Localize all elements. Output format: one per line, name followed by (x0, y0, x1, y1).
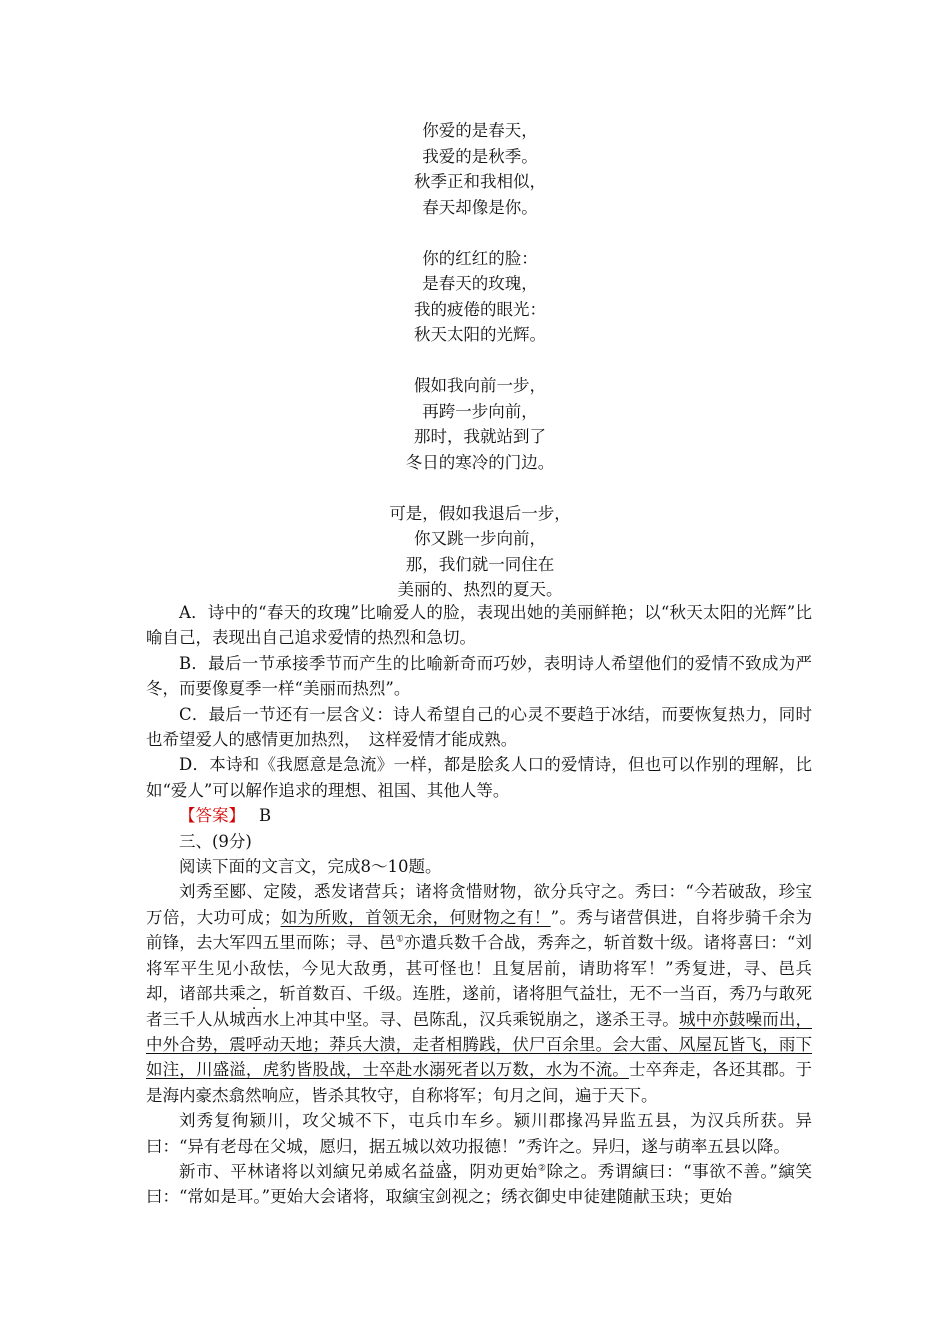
passage-text: 之，斩首数百、千级。连胜，遂前，诸将胆气益壮，无不一当百，秀乃与敢死者三千人从城西水上冲其中坚。寻、邑陈乱，汉兵乘锐崩之，遂杀王寻。 (146, 984, 813, 1029)
passage-text: 亦遣兵数千合战，秀奔之，斩首数十级。诸将喜曰：“刘将军平生见小敌怯，今见大敌勇，甚可怪也！且复居前，请助将军！”秀复进，寻、邑兵却，诸部共 (146, 933, 812, 1004)
passage-text: 刘秀复徇颍川，攻父城不下，屯兵巾车乡。颍川郡掾冯异监五县，为汉兵所获。异曰：“异有老母在父城，愿归，据五城 (146, 1111, 812, 1156)
poem-line: 你爱的是春天， (422, 121, 538, 140)
poem-line: 我的疲倦的眼光： (414, 299, 546, 319)
emphasized-char: 乘 (229, 984, 246, 1004)
answer-tag: 【答案】 (179, 806, 245, 826)
passage-paragraph-1 (146, 879, 812, 1108)
stanza-gap (330, 348, 630, 374)
poem-line: 那时，我就站到了 (414, 427, 546, 446)
poem-line: 你又跳一步向前， (414, 529, 546, 548)
footnote-mark: ② (537, 1163, 547, 1174)
answer-line (146, 803, 812, 828)
poem-line: 假如我向前一步， (414, 376, 546, 395)
stanza-gap (330, 475, 630, 501)
poem-line: 再跨一步向前， (422, 401, 538, 421)
underlined-sentence: 如为所败，首领无余，何财物之有！ (280, 907, 551, 927)
poem-line: 冬日的寒冷的门边。 (405, 452, 555, 472)
poem-line: 那，我们就一同住在 (405, 554, 555, 574)
passage-text: 士卒奔走，各还其郡。于是海内豪杰翕然响应，皆杀其牧守，自称将军；旬月之间，遍于天下。 (146, 1060, 813, 1105)
passage-paragraph-3 (146, 1159, 812, 1210)
passage-text: 新市、平林诸将以刘縯兄弟威名益盛，阴劝更始 (179, 1161, 538, 1181)
passage-text: 刘秀至郾、定陵，悉发诸营兵；诸将贪惜财物，欲分兵守之。秀曰：“今若破敌，珍宝万倍，大功可成； (146, 882, 812, 927)
answer-value: B (259, 806, 272, 826)
section-instruction: 阅读下面的文言文，完成8～10题。 (179, 857, 442, 877)
poem-line: 可是，假如我退后一步， (389, 503, 571, 523)
option-d: D．本诗和《我愿意是急流》一样，都是脍炙人口的爱情诗，但也可以作别的理解，比如“爱人”可以解作追求的理想、祖国、其他人等。 (146, 755, 812, 800)
option-b: B．最后一节承接季节而产生的比喻新奇而巧妙，表明诗人希望他们的爱情不致成为严冬，而要像夏季一样“美丽而热烈”。 (146, 653, 812, 699)
poem-line: 是春天的玫瑰， (422, 274, 538, 293)
passage-text: 效功报德！”秀许之。异归，遂与萌率五县以降。 (434, 1136, 790, 1156)
underlined-passage: 城中亦鼓噪而出，中外合势，震呼动天地；莽兵大溃，走者相腾践，伏尸百余里。会大雷、风屋瓦皆飞，雨下如注，川盛溢，虎豹皆股战，士卒赴水溺死者以万数，水为不流。 (146, 1009, 813, 1080)
passage-text: 除之。秀谓縯曰：“事欲不善。”縯笑曰：“常如是耳。”更始大会诸将，取縯宝剑视之；绣衣御史申徒建随献玉玦；更始 (146, 1161, 812, 1207)
option-c: C．最后一节还有一层含义：诗人希望自己的心灵不要趋于冰结，而要恢复热力，同时也希望爱人的感情更加热烈， 这样爱情才能成熟。 (146, 704, 812, 750)
poem (330, 118, 630, 603)
passage-paragraph-2 (146, 1108, 812, 1159)
poem-line: 秋季正和我相似， (414, 172, 546, 191)
emphasized-char: 以 (418, 1136, 435, 1156)
passage-text: ”。秀与诸营俱进，自将步骑千余为前锋，去大军四五里而陈；寻、邑 (146, 907, 813, 953)
poem-line: 秋天太阳的光辉。 (414, 325, 546, 344)
poem-line: 春天却像是你。 (422, 197, 538, 217)
stanza-gap (330, 220, 630, 246)
footnote-mark: ① (395, 934, 404, 945)
poem-line: 我爱的是秋季。 (422, 146, 538, 166)
question-body (146, 600, 812, 1210)
poem-line: 你的红红的脸： (422, 248, 538, 268)
option-a: A．诗中的“春天的玫瑰”比喻爱人的脸，表现出她的美丽鲜艳；以“秋天太阳的光辉”比喻自己，表现出自己追求爱情的热烈和急切。 (146, 603, 812, 648)
section-heading: 三、(9分) (179, 831, 252, 851)
poem-line: 美丽的、热烈的夏天。 (397, 580, 563, 599)
